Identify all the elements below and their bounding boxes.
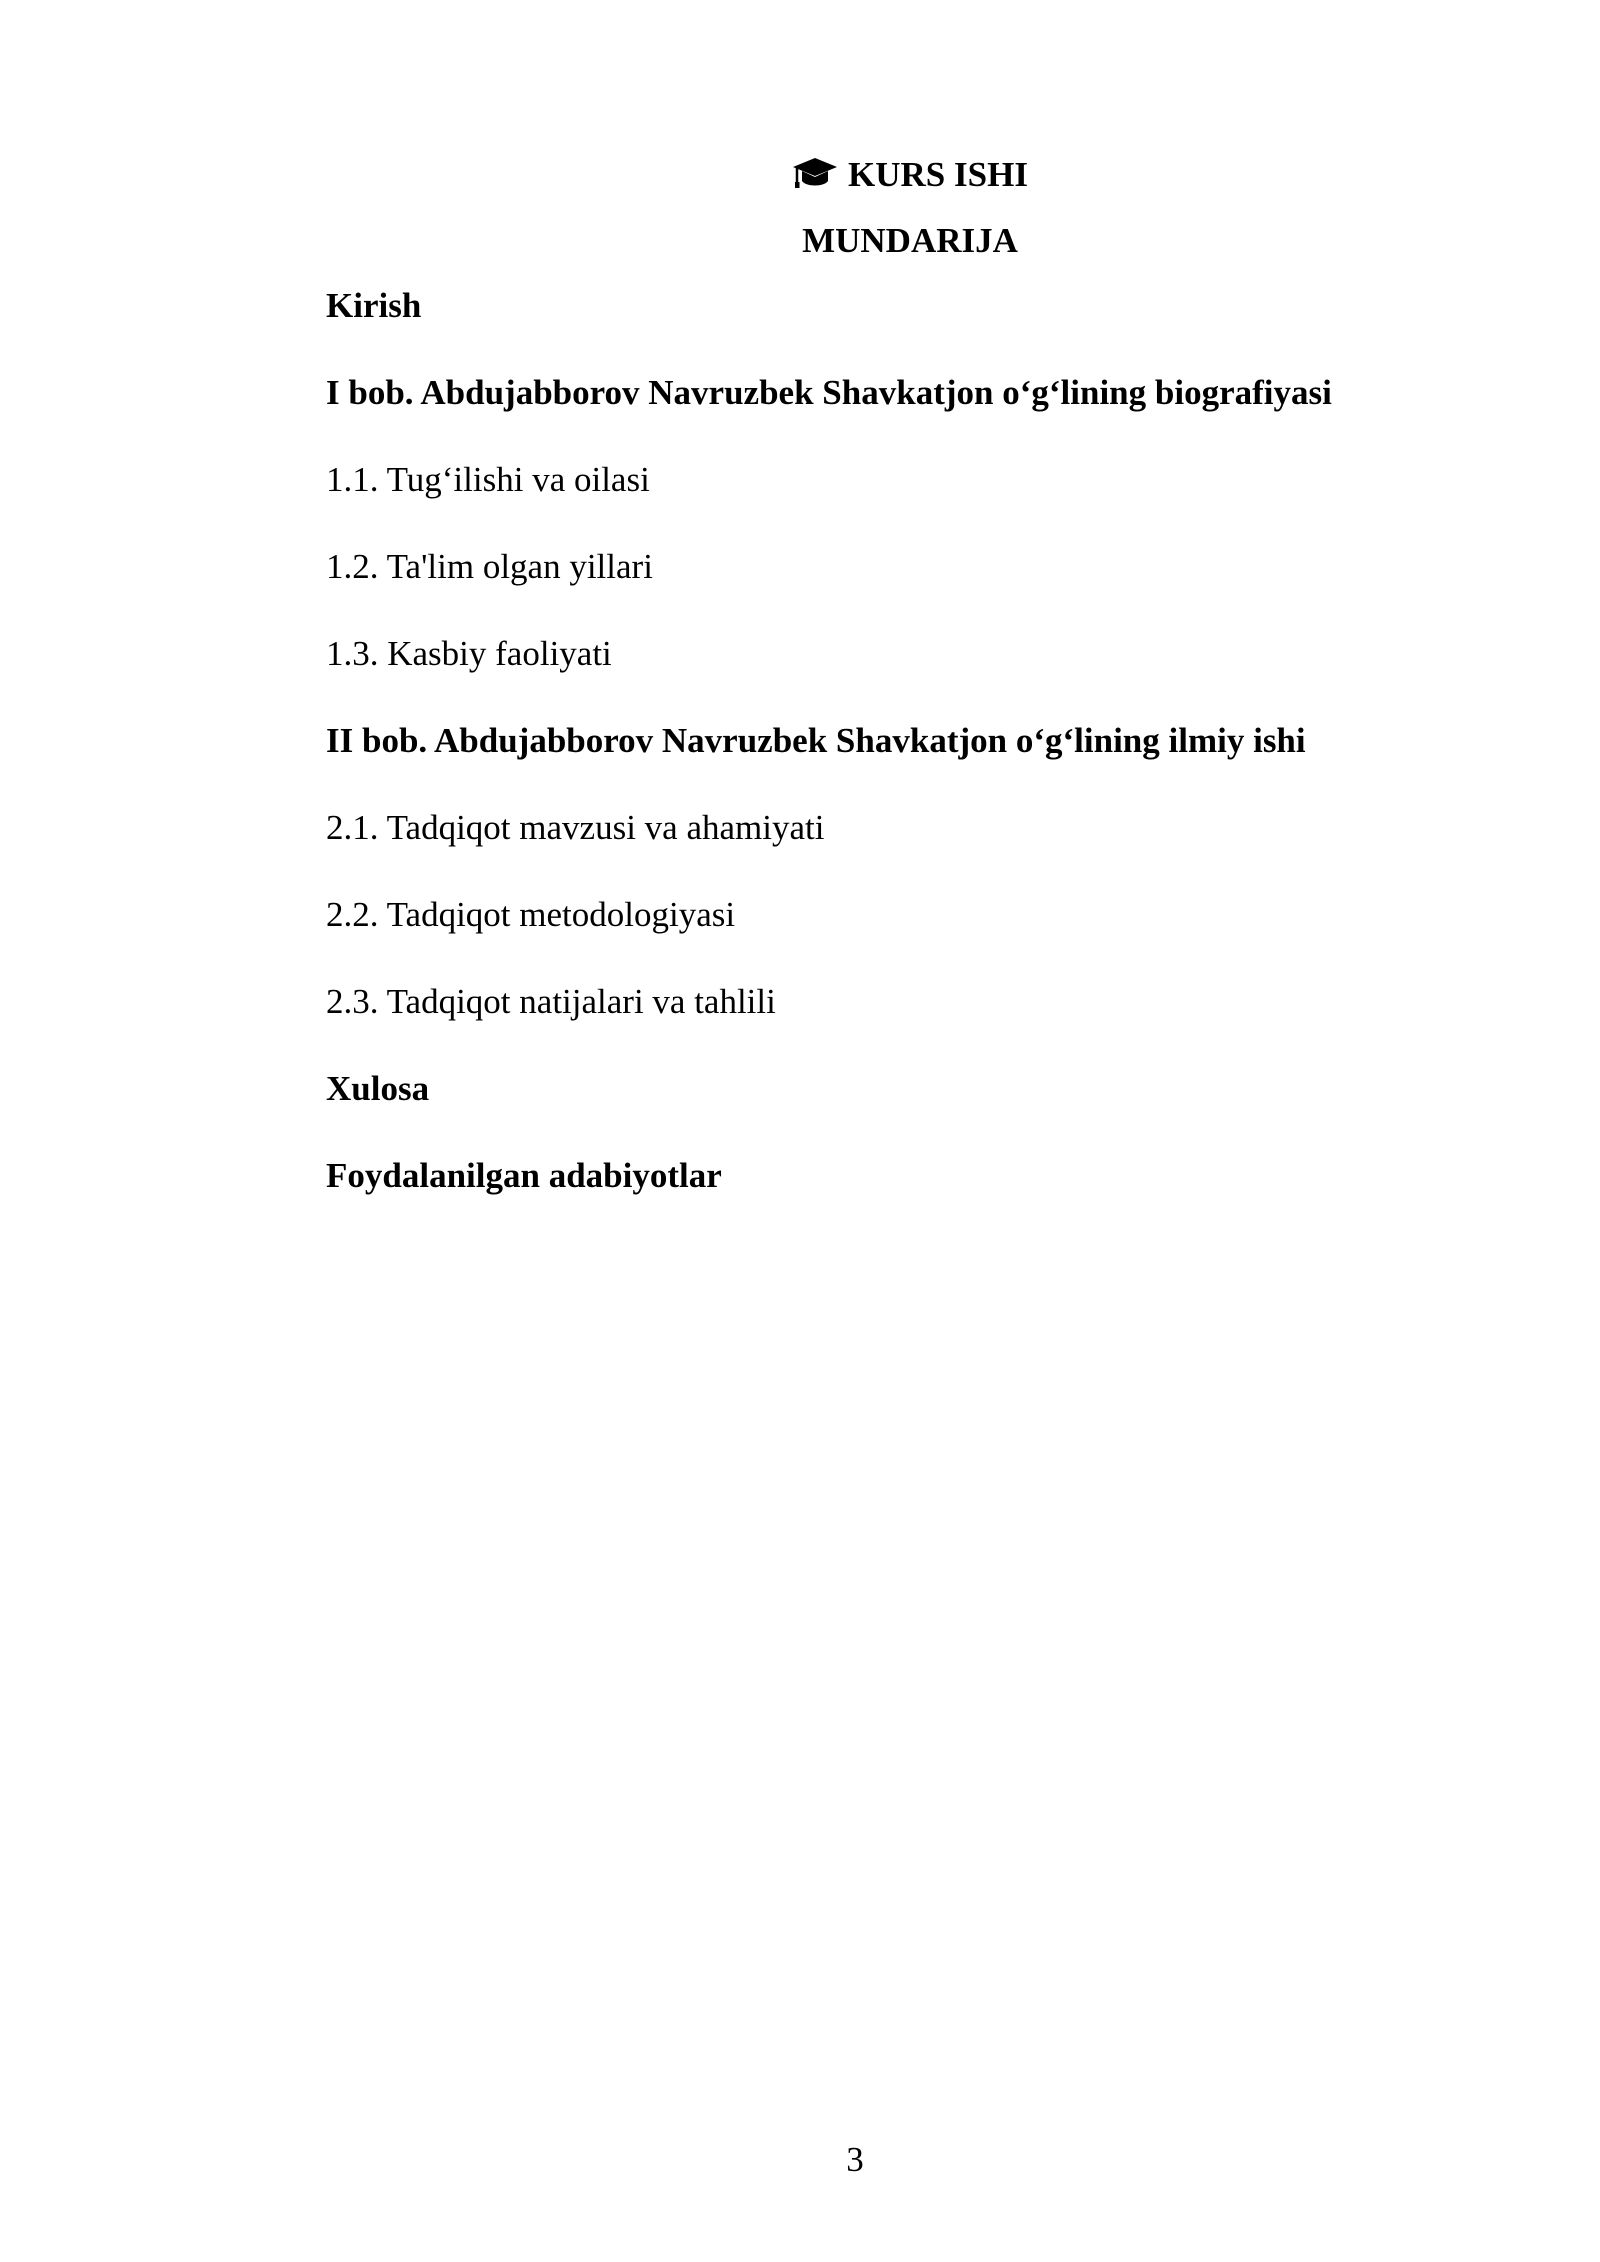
title-text: KURS ISHI [848,155,1028,194]
toc-item-kirish: Kirish [326,286,422,325]
toc-item-chapter-2: II bob. Abdujabborov Navruzbek Shavkatjon o‘g‘lining ilmiy ishi [326,721,1306,760]
toc-item-1-2: 1.2. Ta'lim olgan yillari [326,547,653,586]
page-number: 3 [846,2140,864,2179]
table-of-contents [326,280,1526,1237]
document-title [110,155,1600,195]
toc-heading: MUNDARIJA [802,221,1018,260]
toc-item-xulosa: Xulosa [326,1069,430,1108]
toc-item-chapter-1: I bob. Abdujabborov Navruzbek Shavkatjon o‘g‘lining biografiyasi [326,373,1332,412]
graduation-cap-icon [792,156,838,190]
toc-item-1-3: 1.3. Kasbiy faoliyati [326,634,612,673]
toc-item-2-3: 2.3. Tadqiqot natijalari va tahlili [326,982,776,1021]
toc-item-adabiyotlar: Foydalanilgan adabiyotlar [326,1156,722,1195]
toc-item-2-2: 2.2. Tadqiqot metodologiyasi [326,895,736,934]
toc-item-2-1: 2.1. Tadqiqot mavzusi va ahamiyati [326,808,825,847]
toc-item-1-1: 1.1. Tug‘ilishi va oilasi [326,460,650,499]
